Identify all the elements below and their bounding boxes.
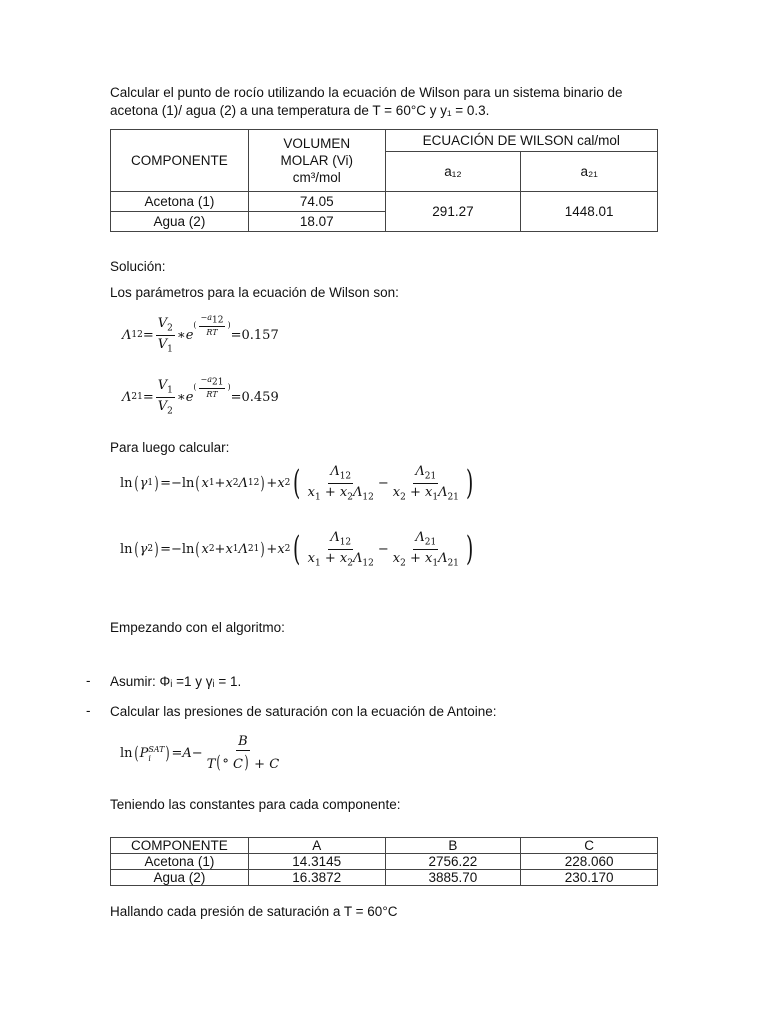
problem-statement	[110, 84, 623, 120]
lambda21-value: =0.459	[230, 389, 279, 405]
solucion-label: Solución:	[110, 259, 166, 274]
header-a21: a₂₁	[521, 152, 658, 192]
header-volumen-molar: VOLUMEN MOLAR (Vi) cm³/mol	[248, 130, 385, 192]
cell-name-agua: Agua (2)	[111, 212, 249, 232]
equation-ln-gamma1: ln ( γ 1 ) =−ln ( x 1 + x 2 Λ 12 ) + x 2 ( $\frac{\Lambda_{12}}{x_1 + x_2\Lambda_{12}}$ − $\frac{\Lambda_{21}}{x_2 + x_1\Lambda_{21}}$ )	[120, 463, 474, 504]
hallando-text: Hallando cada presión de saturación a T = 60°C	[110, 904, 398, 919]
header-b: B	[385, 838, 521, 854]
cell-acetona-b: 2756.22	[385, 854, 521, 870]
header-wilson: ECUACIÓN DE WILSON cal/mol	[385, 130, 657, 152]
cell-acetona-a: 14.3145	[248, 854, 385, 870]
cell-agua-a: 16.3872	[248, 870, 385, 886]
teniendo-text: Teniendo las constantes para cada componente:	[110, 797, 401, 812]
cell-agua-b: 3885.70	[385, 870, 521, 886]
antoine-constants-table	[110, 837, 658, 886]
problem-line-1: Calcular el punto de rocío utilizando la ecuación de Wilson para un sistema binario de	[110, 85, 623, 100]
para-luego: Para luego calcular:	[110, 440, 230, 455]
header-a12: a₁₂	[385, 152, 521, 192]
equation-ln-gamma2: ln ( γ 2 ) =−ln ( x 2 + x 1 Λ 21 ) + x 2 ( $\frac{\Lambda_{12}}{x_1 + x_2\Lambda_{12}}$ − $\frac{\Lambda_{21}}{x_2 + x_1\Lambda_{21}}$ )	[120, 529, 474, 570]
bullet-dash-1: -	[86, 673, 91, 688]
wilson-parameters-table	[110, 129, 658, 232]
cell-a12-value: 291.27	[385, 192, 521, 232]
cell-agua-c: 230.170	[521, 870, 658, 886]
header-componente: COMPONENTE	[111, 838, 249, 854]
cell-name-acetona: Acetona (1)	[111, 192, 249, 212]
bullet-asumir: Asumir: Φᵢ =1 y γᵢ = 1.	[110, 674, 242, 689]
cell-acetona-c: 228.060	[521, 854, 658, 870]
equation-lambda21: Λ 21 = $\frac{V_1}{V_2}$ ∗ e ( $\frac{-a_{21}}{RT}$ ) =0.459	[122, 374, 279, 417]
header-componente: COMPONENTE	[111, 130, 249, 192]
header-a: A	[248, 838, 385, 854]
lambda12-value: =0.157	[230, 327, 279, 343]
params-text: Los parámetros para la ecuación de Wilson son:	[110, 285, 399, 300]
equation-lambda12: Λ 12 = $\frac{V_2}{V_1}$ ∗ e ( $\frac{-a_{12}}{RT}$ ) =0.157	[122, 312, 279, 355]
bullet-dash-2: -	[86, 703, 91, 718]
problem-line-2: acetona (1)/ agua (2) a una temperatura de T = 60°C y y₁ = 0.3.	[110, 103, 490, 118]
equation-antoine: ln ( P SAT i ) = A − $\frac{B}{T(^\circ C) + C}$	[120, 734, 280, 773]
bullet-calcular: Calcular las presiones de saturación con la ecuación de Antoine:	[110, 704, 497, 719]
empezando-text: Empezando con el algoritmo:	[110, 620, 285, 635]
cell-acetona-name: Acetona (1)	[111, 854, 249, 870]
cell-volume-agua: 18.07	[248, 212, 385, 232]
cell-agua-name: Agua (2)	[111, 870, 249, 886]
header-c: C	[521, 838, 658, 854]
cell-a21-value: 1448.01	[521, 192, 658, 232]
cell-volume-acetona: 74.05	[248, 192, 385, 212]
